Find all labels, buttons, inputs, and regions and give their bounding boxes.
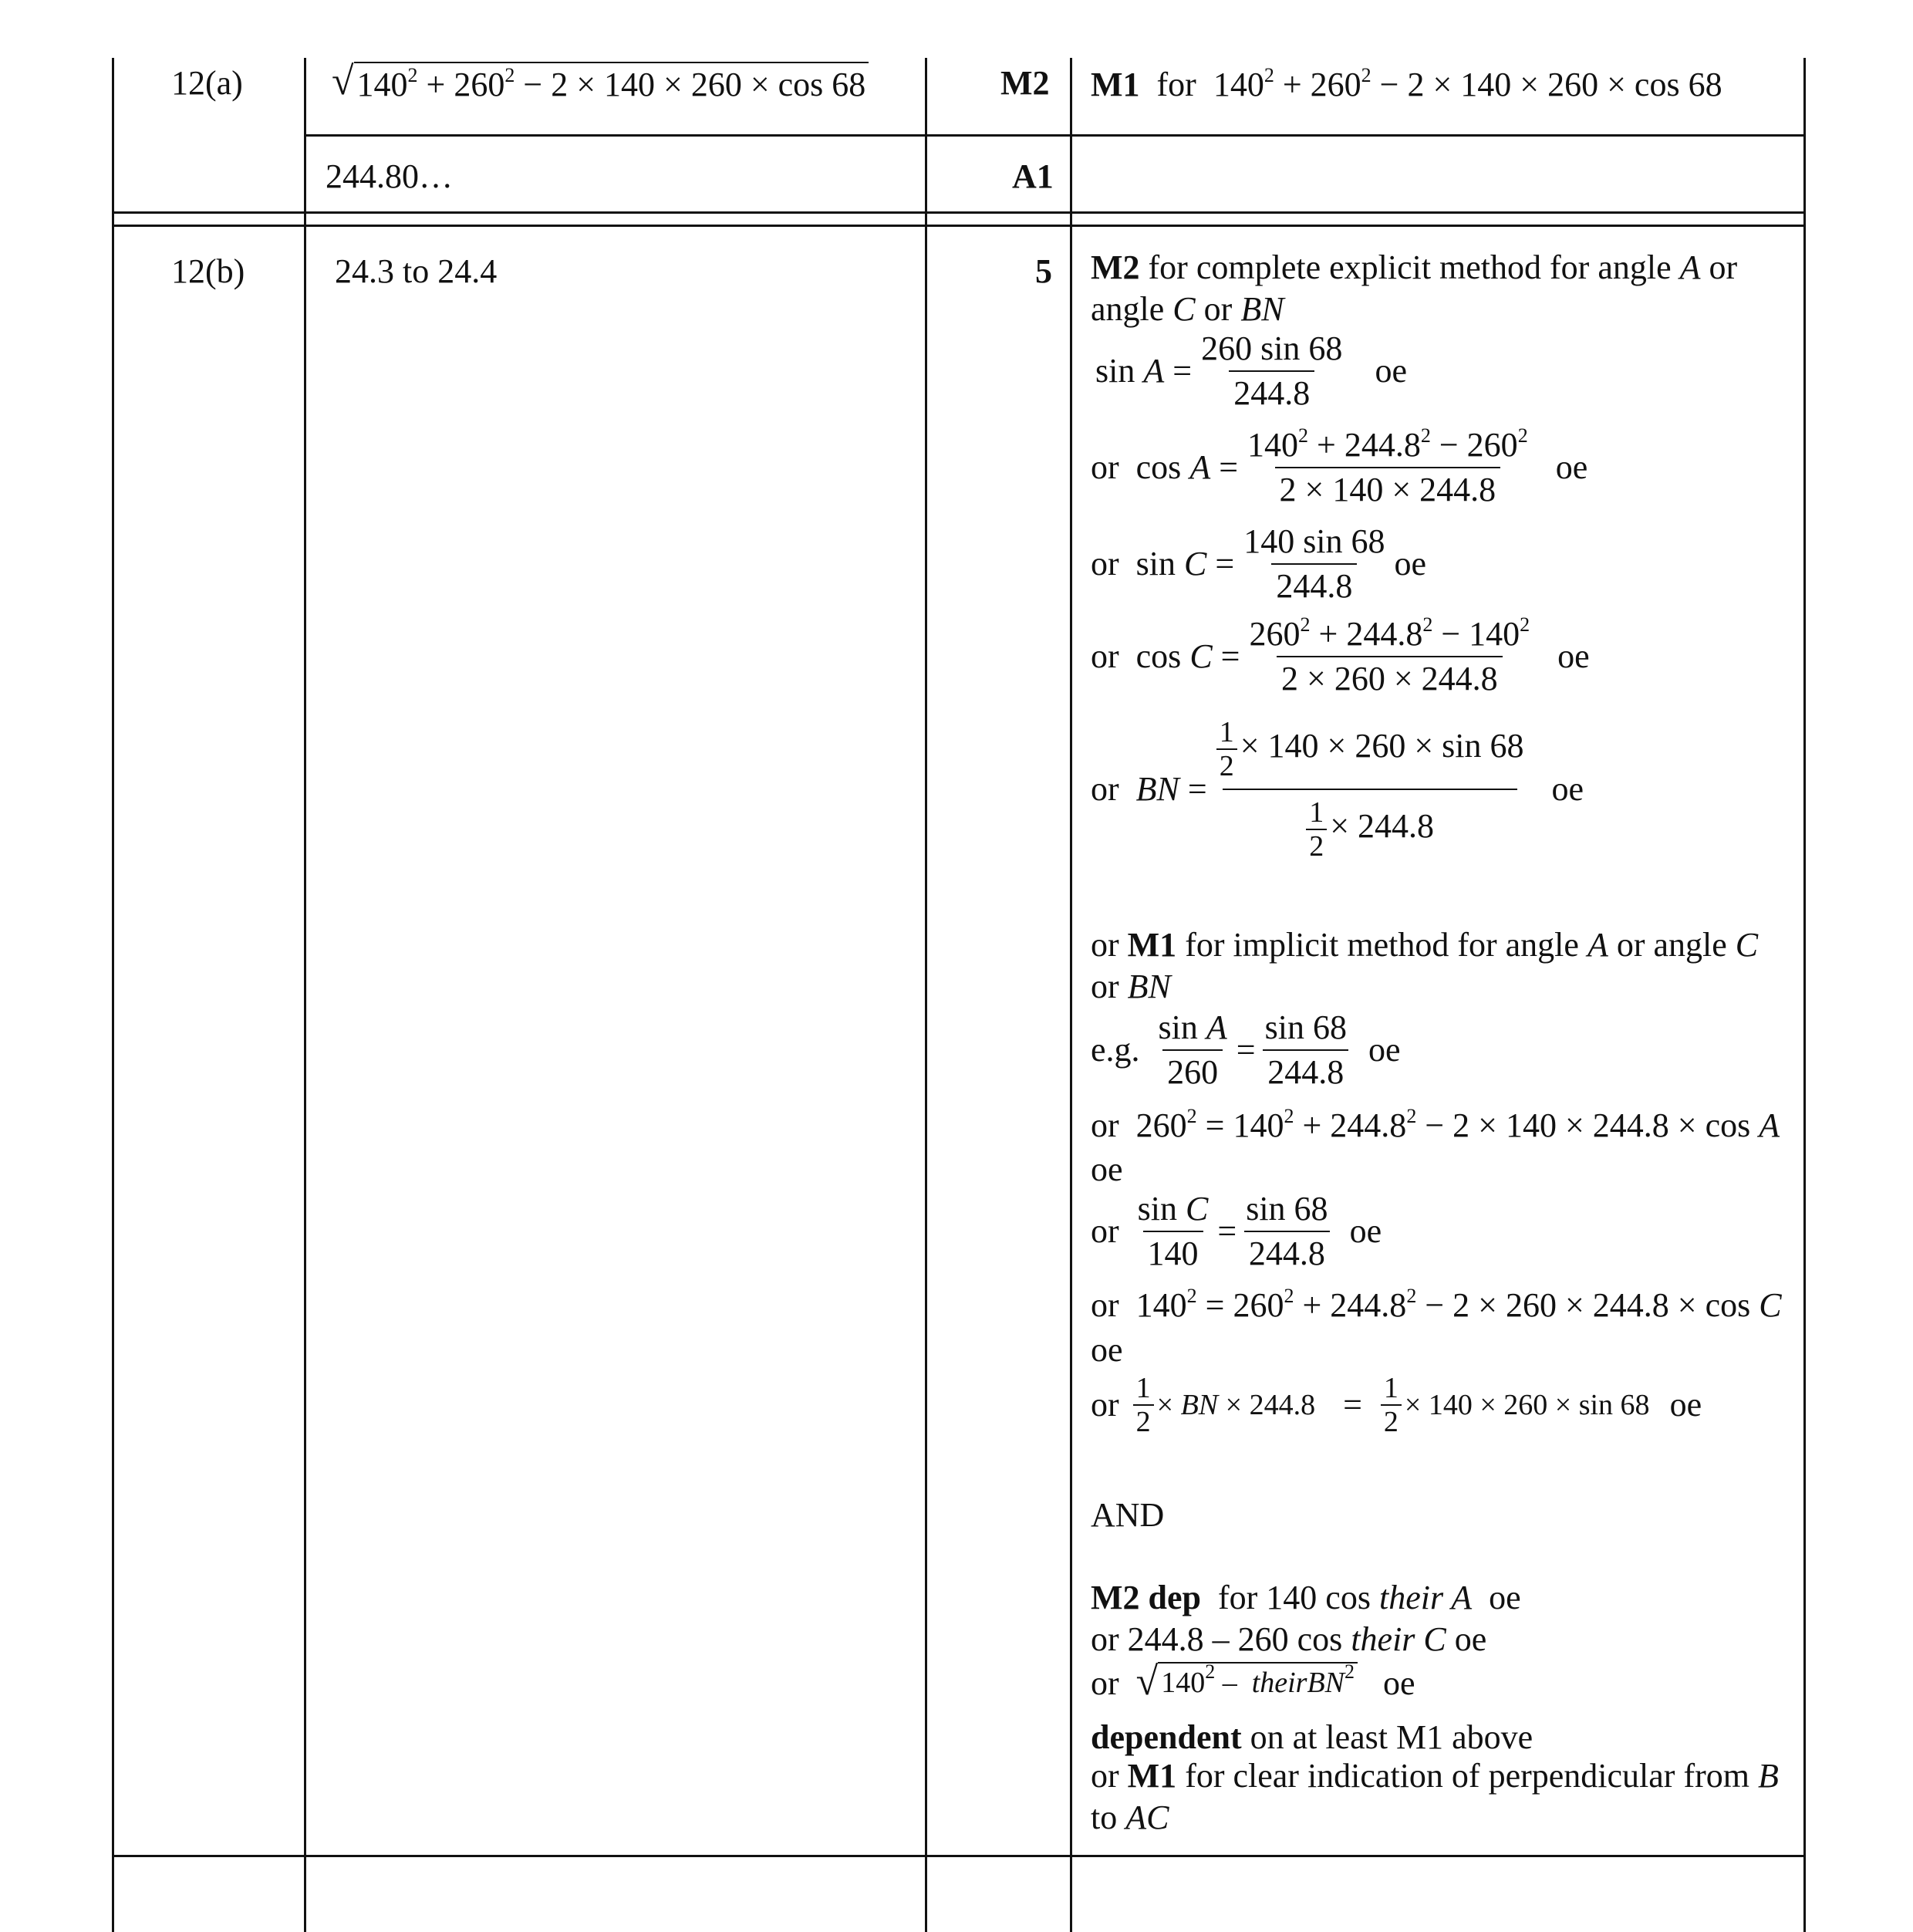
table-border-left [112, 58, 114, 1932]
row-divider-a-inner [304, 134, 1806, 137]
note-12b-m2: M2 for complete explicit method for angle A or angle C or BN [1091, 248, 1738, 328]
dep-line-3: or √ $140^2$ – theirBN$^2$ oe [1091, 1660, 1415, 1704]
answer-12b: 24.3 to 24.4 [335, 252, 498, 290]
dep-line-4: dependent on at least M1 above [1091, 1718, 1533, 1756]
row-divider-double-1 [112, 211, 1806, 214]
answer-12a-expression: √ $140^2 + 260^2 - 2 \times 140 \times 260 \times \cos 68$ [332, 62, 869, 102]
eq-BN: or BN = $\frac{1}{2}$ × 140 × 260 × sin 68 $\frac{1}{2}$ × 244.8 oe [1091, 716, 1584, 863]
impl-sinA: e.g. $\frac{\text{sin A}}{260}$ = $\frac{\sin 68}{244.8}$ oe [1091, 1008, 1401, 1091]
impl-cosA-oe: oe [1091, 1150, 1123, 1188]
note-12b-m1: or M1 for implicit method for angle A or angle C or BN [1091, 926, 1759, 1005]
table-border-right [1803, 58, 1806, 1932]
and-text: AND [1091, 1496, 1165, 1534]
impl-cosC-oe: oe [1091, 1331, 1123, 1369]
impl-sinC: or $\frac{\text{sin C}}{140}$ = $\frac{\sin 68}{244.8}$ oe [1091, 1190, 1382, 1272]
question-12b: 12(b) [171, 252, 245, 290]
dep-line-2: or 244.8 – 260 cos their C oe [1091, 1620, 1487, 1658]
eq-sinA: sin A = $\frac{260 \sin 68}{244.8}$ oe [1095, 329, 1407, 412]
impl-BN: or $\frac{1}{2}$ × BN × 244.8 = $\frac{1}{2}$ × 140 × 260 × sin 68 oe [1091, 1372, 1702, 1438]
dep-line-5: or M1 for clear indication of perpendicular from B to AC [1091, 1757, 1779, 1836]
answer-12a-value: 244.80… [326, 157, 453, 195]
mark-12a-m2: M2 [1000, 64, 1050, 102]
impl-cosC: or $140^2 = 260^2 + 244.8^2 - 2 \times 260 \times 244.8 \times \cos C$ [1091, 1285, 1782, 1324]
mark-12a-a1: A1 [1012, 157, 1054, 195]
row-divider-double-2 [112, 225, 1806, 227]
dep-line-1: M2 dep for 140 cos their A oe [1091, 1579, 1521, 1616]
note-12a-m1: M1 for $140^2 + 260^2 - 2 \times 140 \times 260 \times \cos 68$ [1091, 64, 1722, 103]
table-bottom-border [112, 1855, 1806, 1857]
eq-sinC: or sin C = $\frac{140 \sin 68}{244.8}$ oe [1091, 522, 1427, 605]
table-divider-notes [1070, 58, 1072, 1932]
eq-cosC: or cos C = $\frac{260^2 + 244.8^2 - 140^2}{2 \times 260 \times 244.8}$ oe [1091, 613, 1590, 697]
table-divider-mark [925, 58, 927, 1932]
question-12a: 12(a) [171, 64, 243, 102]
eq-cosA: or cos A = $\frac{140^2 + 244.8^2 - 260^2}{2 \times 140 \times 244.8}$ oe [1091, 424, 1588, 508]
mark-12b: 5 [1035, 252, 1052, 290]
impl-cosA: or $260^2 = 140^2 + 244.8^2 - 2 \times 140 \times 244.8 \times \cos A$ [1091, 1105, 1780, 1144]
table-divider-answer [304, 58, 306, 1932]
